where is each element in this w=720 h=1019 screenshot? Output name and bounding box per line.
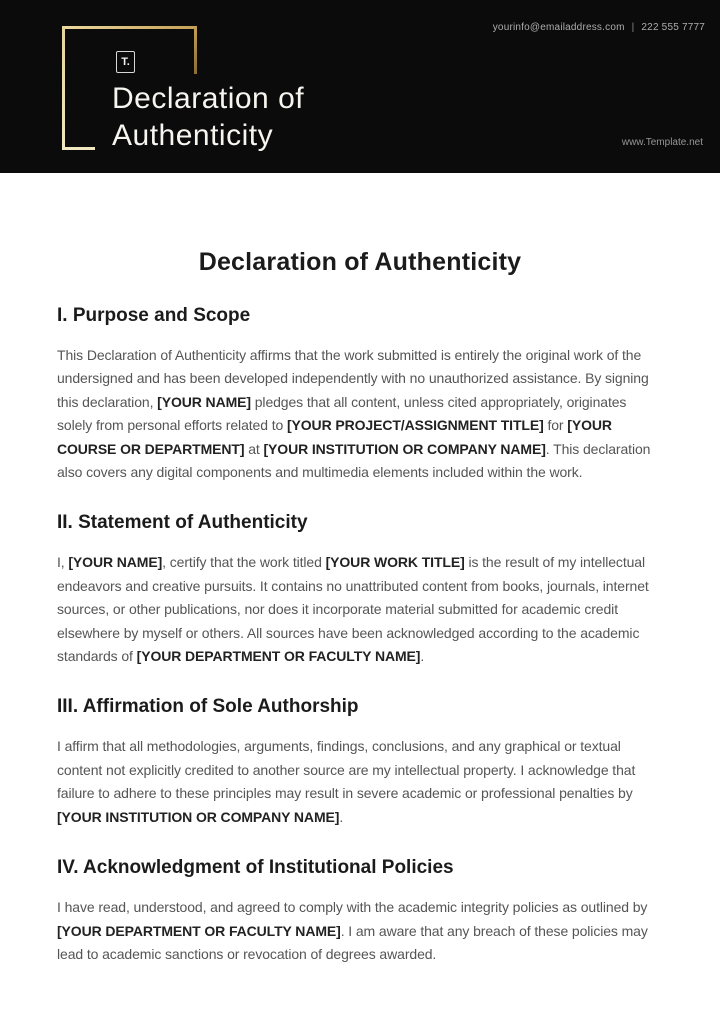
section-heading: I. Purpose and Scope	[57, 305, 251, 326]
section-heading: IV. Acknowledgment of Institutional Policies	[57, 857, 454, 879]
contact-separator: |	[631, 22, 635, 33]
document-header	[0, 0, 720, 173]
document-title: Declaration of Authenticity	[198, 248, 522, 276]
logo-frame	[0, 0, 720, 173]
brand-logo-icon: T.	[116, 51, 135, 73]
header-title-line2: Authenticity	[112, 119, 274, 152]
document-body	[0, 248, 720, 966]
section-heading: III. Affirmation of Sole Authorship	[57, 696, 359, 718]
section-heading: II. Statement of Authenticity	[57, 512, 308, 534]
logo-frame-right-edge	[194, 26, 197, 74]
logo-frame-left-edge	[62, 26, 65, 150]
contact-email: yourinfo@emailaddress.com	[492, 22, 625, 33]
logo-frame-top-edge	[62, 26, 197, 29]
section-paragraph: I have read, understood, and agreed to comply with the academic integrity policies as outlined by [YOUR DEPARTMENT OR FACULTY NAME]. I am aware that any breach of these policies may lead to academic sanctions or revocation of degrees awarded.	[57, 899, 648, 962]
section-sole-authorship	[57, 696, 663, 829]
contact-phone: 222 555 7777	[641, 22, 705, 33]
logo-frame-bottom-edge	[62, 147, 95, 150]
header-title	[112, 80, 304, 154]
section-statement-of-authenticity	[57, 512, 663, 668]
section-paragraph: I affirm that all methodologies, arguments, findings, conclusions, and any graphical or textual content not explicitly credited to another source are my intellectual property. I acknowledge that failure to adhere to these principles may result in severe academic or professional penalties by [YOUR INSTITUTION OR COMPANY NAME].	[57, 738, 636, 825]
section-purpose-and-scope	[57, 305, 663, 484]
section-paragraph: This Declaration of Authenticity affirms that the work submitted is entirely the original work of the undersigned and has been developed independently with no unauthorized assistance. By signing this declaration, [YOUR NAME] pledges that all content, unless cited appropriately, originates solely from personal efforts related to [YOUR PROJECT/ASSIGNMENT TITLE] for [YOUR COURSE OR DEPARTMENT] at [YOUR INSTITUTION OR COMPANY NAME]. This declaration also covers any digital components and multimedia elements included within the work.	[57, 347, 651, 481]
header-website: www.Template.net	[621, 137, 703, 148]
header-title-line1: Declaration of	[112, 82, 305, 115]
section-institutional-policies	[57, 857, 663, 966]
section-paragraph: I, [YOUR NAME], certify that the work titled [YOUR WORK TITLE] is the result of my intellectual endeavors and creative pursuits. It contains no unattributed content from books, journals, internet sources, or other publications, nor does it incorporate material submitted for academic credit elsewhere by myself or others. All sources have been acknowledged according to the academic standards of [YOUR DEPARTMENT OR FACULTY NAME].	[57, 554, 649, 665]
